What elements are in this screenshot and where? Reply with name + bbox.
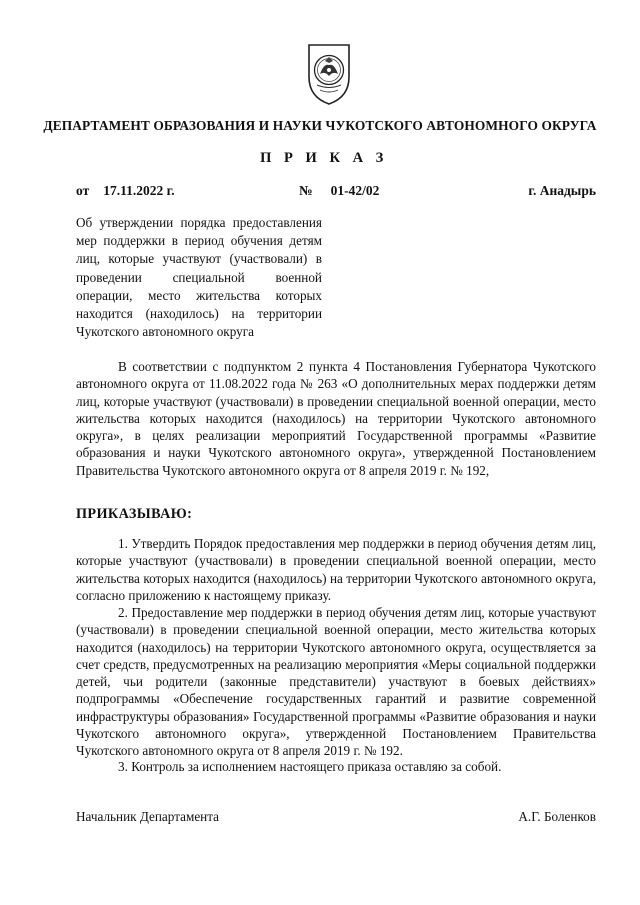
- order-number: [299, 183, 379, 199]
- document-type-title: П Р И К А З: [260, 150, 388, 166]
- order-city: г. Анадырь: [528, 183, 596, 198]
- date-label: от: [76, 183, 90, 198]
- order-date: [76, 183, 175, 199]
- department-name: ДЕПАРТАМЕНТ ОБРАЗОВАНИЯ И НАУКИ ЧУКОТСКОГО АВТОНОМНОГО ОКРУГА: [43, 118, 597, 133]
- order-subject: Об утверждении порядка предоставления мер поддержки в период обучения детям лиц, которые участвуют (участвовали) в проведении специальной военной операции, место жительства которых находится (находилось) на территории Чукотского автономного округа: [76, 215, 322, 340]
- order-directive-heading: ПРИКАЗЫВАЮ:: [76, 506, 193, 522]
- date-value: 17.11.2022 г.: [103, 183, 175, 198]
- preamble-paragraph: В соответствии с подпунктом 2 пункта 4 Постановления Губернатора Чукотского автономного округа от 11.08.2022 года № 263 «О дополнительных мерах поддержки детям лиц, которые участвуют (участвовали) в проведении специальной военной операции, место жительства которых находится (находилось) на территории Чукотского автономного округа», в целях реализации мероприятий Государственной программы «Развитие образования и науки Чукотского автономного округа», утвержденной Постановлением Правительства Чукотского автономного округа от 8 апреля 2019 г. № 192,: [76, 359, 596, 478]
- number-value: 01-42/02: [330, 183, 380, 198]
- signer-position: Начальник Департамента: [76, 809, 220, 824]
- coat-of-arms-icon: [303, 41, 355, 107]
- order-item-3: 3. Контроль за исполнением настоящего приказа оставляю за собой.: [118, 759, 502, 774]
- order-item-2: 2. Предоставление мер поддержки в период обучения детям лиц, которые участвуют (участвовали) в проведении специальной военной операции, место жительства которых находится (находилось) на территории Чукотского автономного округа, осуществляется за счет средств, предусмотренных на реализацию мероприятия «Меры социальной поддержки детей, чьи родители (законные представители) участвуют в боевых действиях» подпрограммы «Обеспечение государственных гарантий и развитие современной инфраструктуры образования» Государственной программы «Развитие образования и науки Чукотского автономного округа», утвержденной Постановлением Правительства Чукотского автономного округа от 8 апреля 2019 г. № 192.: [76, 605, 596, 759]
- order-item-1: 1. Утвердить Порядок предоставления мер поддержки в период обучения детям лиц, которые участвуют (участвовали) в проведении специальной военной операции, место жительства которых находится (находилось) на территории Чукотского автономного округа, согласно приложению к настоящему приказу.: [76, 536, 596, 603]
- signer-name: А.Г. Боленков: [518, 809, 596, 824]
- number-label: №: [299, 183, 313, 198]
